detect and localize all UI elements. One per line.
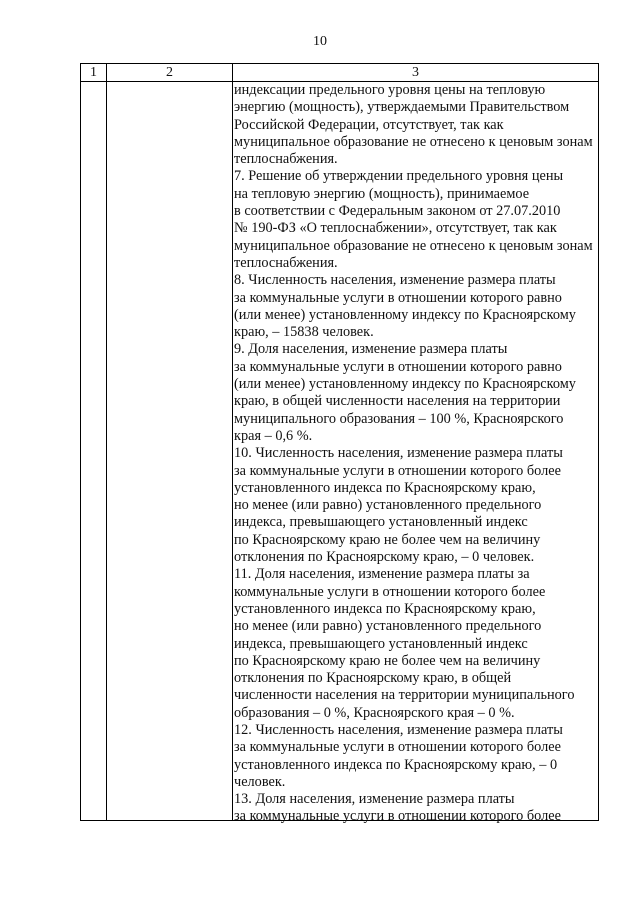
text-line: образования – 0 %, Красноярского края – 0 %. <box>234 704 515 721</box>
text-line: отклонения по Красноярскому краю, в общей <box>234 670 512 687</box>
text-line: 12. Численность населения, изменение размера платы <box>234 721 563 738</box>
text-line: краю, в общей численности населения на территории <box>234 393 561 410</box>
text-line: индексации предельного уровня цены на тепловую <box>234 82 546 98</box>
text-line: теплоснабжения. <box>234 254 338 271</box>
header-cell-1: 1 <box>90 65 97 80</box>
text-line: 11. Доля населения, изменение размера платы за <box>234 566 530 583</box>
page-number: 10 <box>313 34 327 49</box>
text-line: человек. <box>234 773 286 790</box>
text-line: 13. Доля населения, изменение размера платы <box>234 791 515 808</box>
text-line: 7. Решение об утверждении предельного уровня цены <box>234 168 564 185</box>
text-line: муниципального образования – 100 %, Красноярского <box>234 410 564 427</box>
text-line: отклонения по Красноярскому краю, – 0 человек. <box>234 549 535 566</box>
text-line: (или менее) установленному индексу по Красноярскому <box>234 306 576 323</box>
text-line: численности населения на территории муниципального <box>234 687 575 704</box>
text-line: 10. Численность населения, изменение размера платы <box>234 445 563 462</box>
text-line: за коммунальные услуги в отношении которого более <box>234 739 561 756</box>
text-line: установленного индекса по Красноярскому краю, <box>234 600 536 617</box>
text-line: краю, – 15838 человек. <box>234 324 374 341</box>
text-line: (или менее) установленному индексу по Красноярскому <box>234 376 576 393</box>
text-line: теплоснабжения. <box>234 151 338 168</box>
text-line: индекса, превышающего установленный индекс <box>234 514 528 531</box>
text-line: коммунальные услуги в отношении которого более <box>234 583 546 600</box>
text-line: по Красноярскому краю не более чем на величину <box>234 652 541 669</box>
text-line: за коммунальные услуги в отношении которого равно <box>234 289 562 306</box>
text-line: по Красноярскому краю не более чем на величину <box>234 531 541 548</box>
text-line: края – 0,6 %. <box>234 427 313 444</box>
text-line: за коммунальные услуги в отношении которого более <box>234 462 561 479</box>
text-line: за коммунальные услуги в отношении которого равно <box>234 358 562 375</box>
text-line: установленного индекса по Красноярскому краю, <box>234 479 536 496</box>
text-line: 8. Численность населения, изменение размера платы <box>234 272 556 289</box>
table-cell-column-3 <box>234 82 598 826</box>
text-line: за коммунальные услуги в отношении которого более <box>234 808 561 825</box>
text-line: в соответствии с Федеральным законом от 27.07.2010 <box>234 203 561 220</box>
text-line: энергию (мощность), утверждаемыми Правительством <box>234 99 570 116</box>
text-line: но менее (или равно) установленного предельного <box>234 618 542 635</box>
header-cell-2: 2 <box>166 65 173 80</box>
text-line: муниципальное образование не отнесено к ценовым зонам <box>234 237 593 254</box>
text-line: муниципальное образование не отнесено к ценовым зонам <box>234 133 593 150</box>
text-line: установленного индекса по Красноярскому краю, – 0 <box>234 756 558 773</box>
text-line: № 190-ФЗ «О теплоснабжении», отсутствует, так как <box>234 220 557 237</box>
text-line: 9. Доля населения, изменение размера платы <box>234 341 508 358</box>
text-line: индекса, превышающего установленный индекс <box>234 635 528 652</box>
document-table <box>80 63 599 825</box>
column-divider <box>106 64 107 820</box>
text-line: Российской Федерации, отсутствует, так как <box>234 116 504 133</box>
header-cell-3: 3 <box>412 65 419 80</box>
text-line: на тепловую энергию (мощность), принимаемое <box>234 185 530 202</box>
table-header-row <box>81 64 598 82</box>
column-divider <box>232 64 233 820</box>
text-line: но менее (или равно) установленного предельного <box>234 497 542 514</box>
